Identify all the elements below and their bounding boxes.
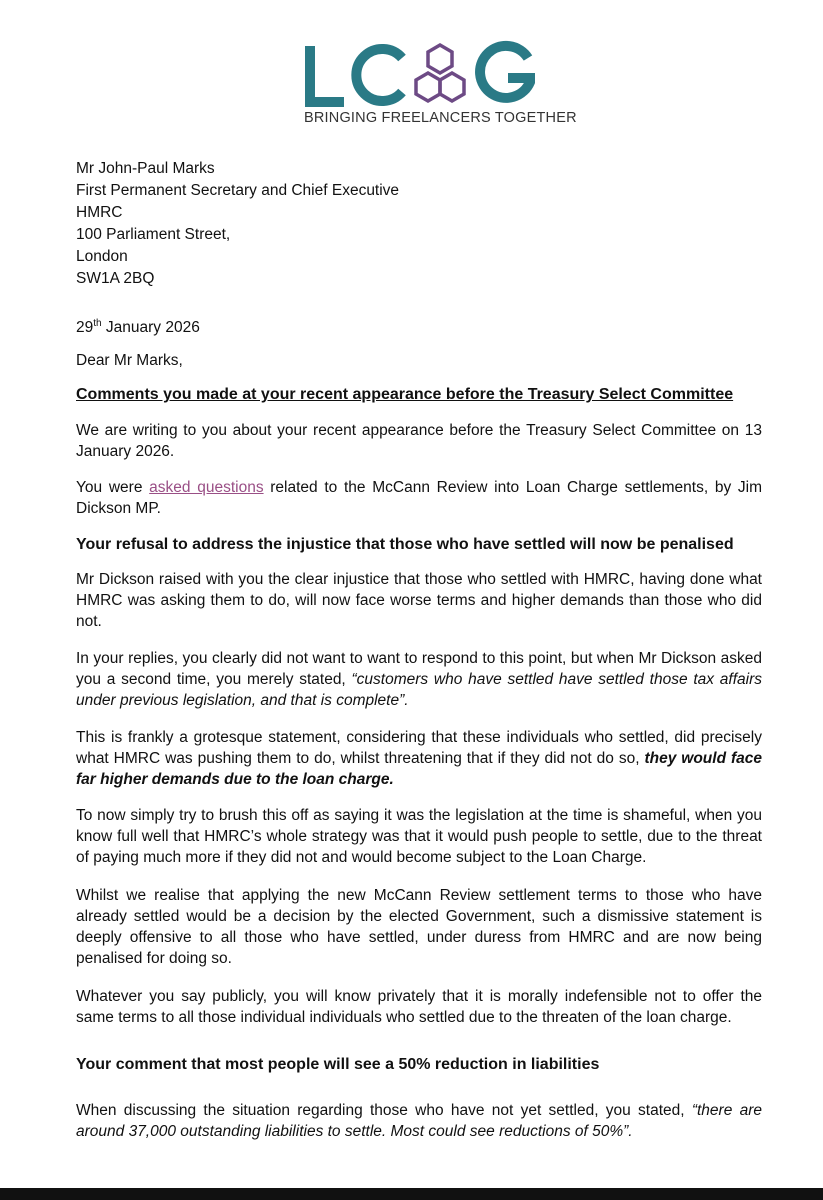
paragraph-3: Mr Dickson raised with you the clear injustice that those who settled with HMRC, having done what HMRC was asking them to do, will now face worse terms and higher demands than those who did not. — [76, 571, 762, 630]
address-line: London — [76, 248, 128, 265]
date-rest: January 2026 — [101, 319, 200, 336]
letter-date — [76, 317, 200, 339]
address-line: 100 Parliament Street, — [76, 226, 231, 243]
logo-letter-l — [310, 46, 344, 102]
address-line: HMRC — [76, 204, 123, 221]
paragraph-9 — [76, 1100, 762, 1142]
date-day: 29 — [76, 319, 94, 336]
p4-before: In your replies, you clearly did not want to want to respond to this point, but when Mr Dickson asked you a second time, you merely stated, — [76, 650, 762, 688]
address-line: First Permanent Secretary and Chief Executive — [76, 182, 400, 199]
paragraph-5 — [76, 727, 762, 790]
bottom-edge-bar — [0, 1188, 823, 1200]
paragraph-1: We are writing to you about your recent appearance before the Treasury Select Committee on 13 January 2026. — [76, 422, 762, 460]
section-heading-injustice: Your refusal to address the injustice that those who have settled will now be penalised — [76, 536, 734, 553]
logo-tagline: BRINGING FREELANCERS TOGETHER — [304, 110, 577, 126]
p4-quote: “customers who have settled have settled those tax affairs under previous legislation, and that is complete”. — [76, 671, 762, 709]
p9-before: When discussing the situation regarding those who have not yet settled, you stated, — [76, 1102, 692, 1119]
p5-emphasis: they would face far higher demands due to the loan charge. — [76, 750, 762, 788]
logo-letter-c — [356, 49, 402, 101]
lcag-logo — [304, 40, 577, 135]
recipient-address — [76, 158, 399, 290]
paragraph-8: Whatever you say publicly, you will know privately that it is morally indefensible not to offer the same terms to all those individual individuals who settled due to the threaten of the loan charge. — [76, 988, 762, 1026]
p5-before: This is frankly a grotesque statement, considering that these individuals who settled, did precisely what HMRC was pushing them to do, whilst threatening that if they did not do so, — [76, 729, 762, 767]
lcag-logo-mark — [304, 40, 544, 110]
p2-after: related to the McCann Review into Loan Charge settlements, by Jim Dickson MP. — [76, 479, 762, 517]
paragraph-2 — [76, 477, 762, 519]
address-line: SW1A 2BQ — [76, 270, 155, 287]
asked-questions-link[interactable]: asked questions — [149, 479, 264, 496]
date-suffix: th — [93, 317, 102, 329]
logo-letter-g — [480, 46, 530, 98]
p2-before: You were — [76, 479, 150, 496]
paragraph-4 — [76, 648, 762, 711]
subject-heading: Comments you made at your recent appearance before the Treasury Select Committee — [76, 386, 734, 403]
greeting: Dear Mr Marks, — [76, 352, 183, 369]
paragraph-7: Whilst we realise that applying the new McCann Review settlement terms to those who have already settled would be a decision by the elected Government, such a dismissive statement is deeply offensive to all those who have settled, under duress from HMRC and are now being penalised for doing so. — [76, 887, 762, 967]
paragraph-6: To now simply try to brush this off as saying it was the legislation at the time is shameful, when you know full well that HMRC’s whole strategy was that it would push people to settle, due to the threat of paying much more if they did not and would become subject to the Loan Charge. — [76, 807, 762, 866]
address-line: Mr John-Paul Marks — [76, 160, 215, 177]
p9-quote: “there are around 37,000 outstanding liabilities to settle. Most could see reductions of 50%”. — [76, 1102, 762, 1140]
hexagon-molecule-icon — [416, 45, 464, 101]
section-heading-reduction: Your comment that most people will see a 50% reduction in liabilities — [76, 1056, 600, 1073]
